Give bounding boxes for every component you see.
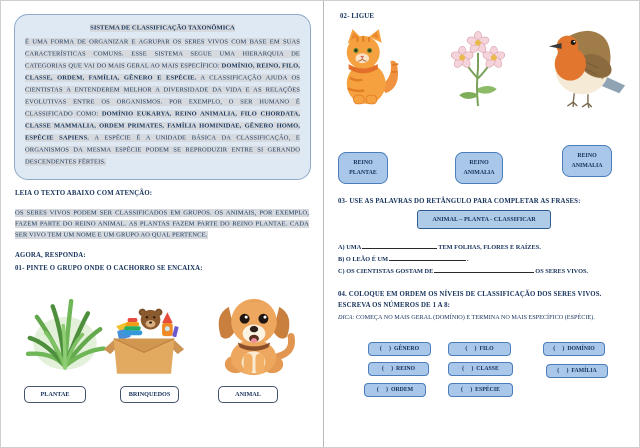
kingdom-box-plantae[interactable]: REINO PLANTAE	[338, 152, 388, 184]
order-box-ordem[interactable]: ( ) ORDEM	[364, 383, 426, 397]
answer-blank-a[interactable]	[362, 242, 437, 249]
order-box-familia[interactable]: ( ) FAMÍLIA	[546, 364, 608, 378]
order-box-classe[interactable]: ( ) CLASSE	[448, 362, 513, 376]
bird-image[interactable]	[541, 17, 629, 109]
q2-prompt: 02- LIGUE	[340, 13, 375, 20]
info-box-title: SISTEMA DE CLASSIFICAÇÃO TAXONÔMICA	[90, 24, 235, 31]
order-box-reino[interactable]: ( ) REINO	[368, 362, 429, 376]
fern-image	[21, 290, 109, 386]
page-divider	[323, 1, 324, 448]
q4-hint: DICA: COMEÇA NO MAIS GERAL (DOMÍNIO) E TERMINA NO MAIS ESPECÍFICO (ESPÉCIE).	[338, 314, 595, 321]
option-animal[interactable]: ANIMAL	[218, 386, 278, 403]
puppy-image	[207, 291, 301, 385]
word-bank: ANIMAL – PLANTA - CLASSIFICAR	[417, 210, 551, 229]
order-box-genero[interactable]: ( ) GÊNERO	[368, 342, 431, 356]
order-box-filo[interactable]: ( ) FILO	[448, 342, 511, 356]
kingdom-box-animalia-1[interactable]: REINO ANIMALIA	[455, 152, 503, 184]
info-box-body: É UMA FORMA DE ORGANIZAR E AGRUPAR OS SERES VIVOS COM BASE EM SUAS CARACTERÍSTICAS COMUNS. ESSE SISTEMA SEGUE UMA HIERARQUIA DE CATEGORIAS QUE VAI DO MAIS GERAL AO MAIS ESPECÍFICO: DOMÍNIO, REINO, FILO, CLASSE, ORDEM, FAMÍLIA, GÊNERO E ESPÉCIE. A CLASSIFICAÇÃO AJUDA OS CIENTISTAS A ENTENDEREM MELHOR A DIVERSIDADE DA VIDA E AS RELAÇÕES EVOLUTIVAS ENTRE OS ORGANISMOS. POR EXEMPLO, O SER HUMANO É CLASSIFICADO COMO: DOMÍNIO EUKARYA, REINO ANIMALIA, FILO CHORDATA, CLASSE MAMMALIA, ORDEM PRIMATES, FAMÍLIA HOMINIDAE, GÊNERO HOMO, ESPÉCIE SAPIENS. A ESPÉCIE É A UNIDADE BÁSICA DA CLASSIFICAÇÃO, E ORGANISMOS DA MESMA ESPÉCIE PODEM SE REPRODUZIR ENTRE SI GERANDO DESCENDENTES FÉRTEIS.	[25, 38, 301, 165]
q3-prompt: 03- USE AS PALAVRAS DO RETÂNGULO PARA COMPLETAR AS FRASES:	[338, 198, 581, 205]
answer-blank-b[interactable]	[389, 254, 466, 261]
option-plantae[interactable]: PLANTAE	[24, 386, 86, 403]
sentence-b: B) O LEÃO É UM .	[338, 256, 469, 263]
answer-blank-c[interactable]	[434, 266, 534, 273]
sentence-a: A) UMA TEM FOLHAS, FLORES E RAÍZES.	[338, 244, 541, 251]
sentence-c: C) OS CIENTISTAS GOSTAM DE OS SERES VIVOS.	[338, 268, 589, 275]
toy-box-image	[103, 300, 185, 382]
answer-heading: AGORA, RESPONDA:	[15, 252, 86, 259]
order-box-dominio[interactable]: ( ) DOMÍNIO	[543, 342, 605, 356]
read-paragraph: OS SERES VIVOS PODEM SER CLASSIFICADOS EM GRUPOS. OS ANIMAIS, POR EXEMPLO, FAZEM PARTE DO REINO ANIMAL. AS PLANTAS FAZEM PARTE DO REINO PLANTAE. CADA SER VIVO TEM UM NOME E UM GRUPO AO QUAL PERTENCE.	[15, 209, 309, 238]
taxonomy-info-box	[14, 14, 311, 180]
cat-image[interactable]	[337, 27, 405, 107]
kingdom-box-animalia-2[interactable]: REINO ANIMALIA	[562, 145, 612, 177]
order-box-especie[interactable]: ( ) ESPÉCIE	[448, 383, 513, 397]
q4-prompt: 04. COLOQUE EM ORDEM OS NÍVEIS DE CLASSIFICAÇÃO DOS SERES VIVOS. ESCREVA OS NÚMEROS DE 1 A 8:	[338, 291, 602, 309]
flower-image[interactable]	[447, 27, 509, 111]
option-brinquedos[interactable]: BRINQUEDOS	[120, 386, 179, 403]
q1-prompt: 01- PINTE O GRUPO ONDE O CACHORRO SE ENCAIXA:	[15, 265, 203, 272]
read-heading: LEIA O TEXTO ABAIXO COM ATENÇÃO:	[15, 190, 153, 197]
